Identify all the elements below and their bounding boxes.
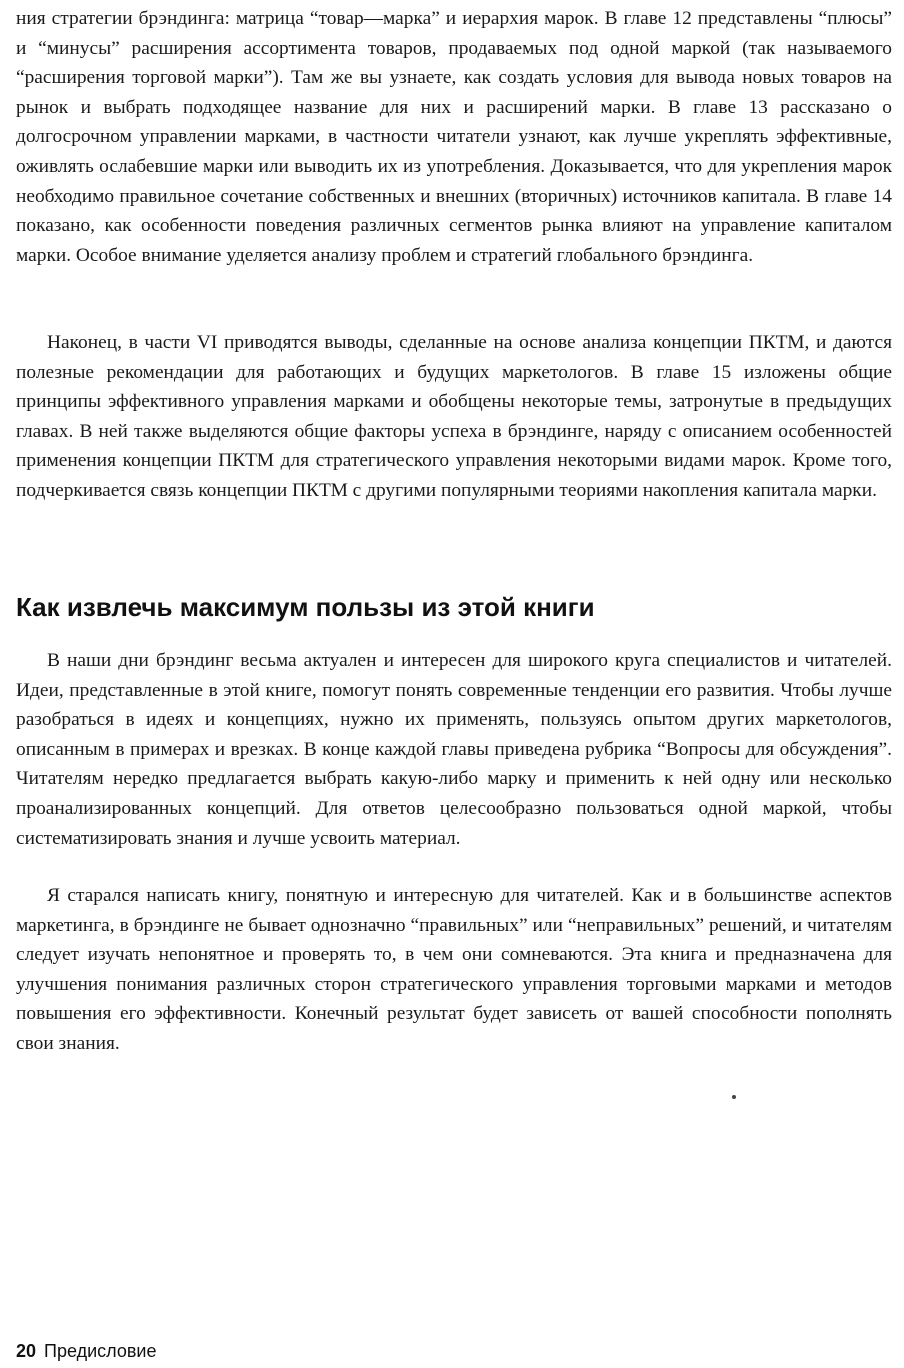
body-paragraph: Я старался написать книгу, понятную и интересную для читателей. Как и в большинстве аспектов маркетинга, в брэндинге не бывает однозначно “правильных” или “неправильных” решений, и читателям следует изучать непонятное и проверять то, в чем они сомневаются. Эта книга и предназначена для улучшения понимания различных сторон стратегического управления торговыми марками и методов повышения его эффективности. Конечный результат будет зависеть от вашей способности пополнять свои знания. bbox=[16, 885, 892, 1054]
ink-speck bbox=[732, 1095, 736, 1099]
body-paragraph: ния стратегии брэндинга: матрица “товар—марка” и иерархия марок. В главе 12 представлены “плюсы” и “минусы” расширения ассортимента товаров, продаваемых под одной маркой (так называемого “расширения торговой марки”). Там же вы узнаете, как создать условия для вывода новых товаров на рынок и выбрать подходящее название для них и расширений марки. В главе 13 рассказано о долгосрочном управлении марками, в частности читатели узнают, как лучше укреплять эффективные, оживлять ослабевшие марки или выводить их из употребления. Доказывается, что для укрепления марок необходимо правильное сочетание собственных и внешних (вторичных) источников капитала. В главе 14 показано, как особенности поведения различных сегментов рынка влияют на управление капиталом марки. Особое внимание уделяется анализу проблем и стратегий глобального брэндинга. bbox=[16, 8, 892, 266]
body-paragraph: Наконец, в части VI приводятся выводы, сделанные на основе анализа концепции ПКТМ, и даются полезные рекомендации для работающих и будущих маркетологов. В главе 15 изложены общие принципы эффективного управления марками и обобщены некоторые темы, затронутые в предыдущих главах. В ней также выделяются общие факторы успеха в брэндинге, наряду с описанием особенностей применения концепции ПКТМ для стратегического управления некоторыми видами марок. Кроме того, подчеркивается связь концепции ПКТМ с другими популярными теориями накопления капитала марки. bbox=[16, 332, 892, 501]
book-page bbox=[16, 0, 892, 1368]
section-heading: Как извлечь максимум пользы из этой книги bbox=[16, 592, 595, 622]
page-number: 20 bbox=[16, 1341, 37, 1361]
page-footer bbox=[16, 1340, 157, 1362]
body-paragraph: В наши дни брэндинг весьма актуален и интересен для широкого круга специалистов и читателей. Идеи, представленные в этой книге, помогут понять современные тенденции его развития. Чтобы лучше разобраться в идеях и концепциях, нужно их применять, пользуясь опытом других маркетологов, описанным в примерах и врезках. В конце каждой главы приведена рубрика “Вопросы для обсуждения”. Читателям нередко предлагается выбрать какую-либо марку и применить к ней одну или несколько проанализированных концепций. Для ответов целесообразно пользоваться одной маркой, чтобы систематизировать знания и лучше усвоить материал. bbox=[16, 650, 892, 849]
running-title: Предисловие bbox=[44, 1341, 157, 1361]
